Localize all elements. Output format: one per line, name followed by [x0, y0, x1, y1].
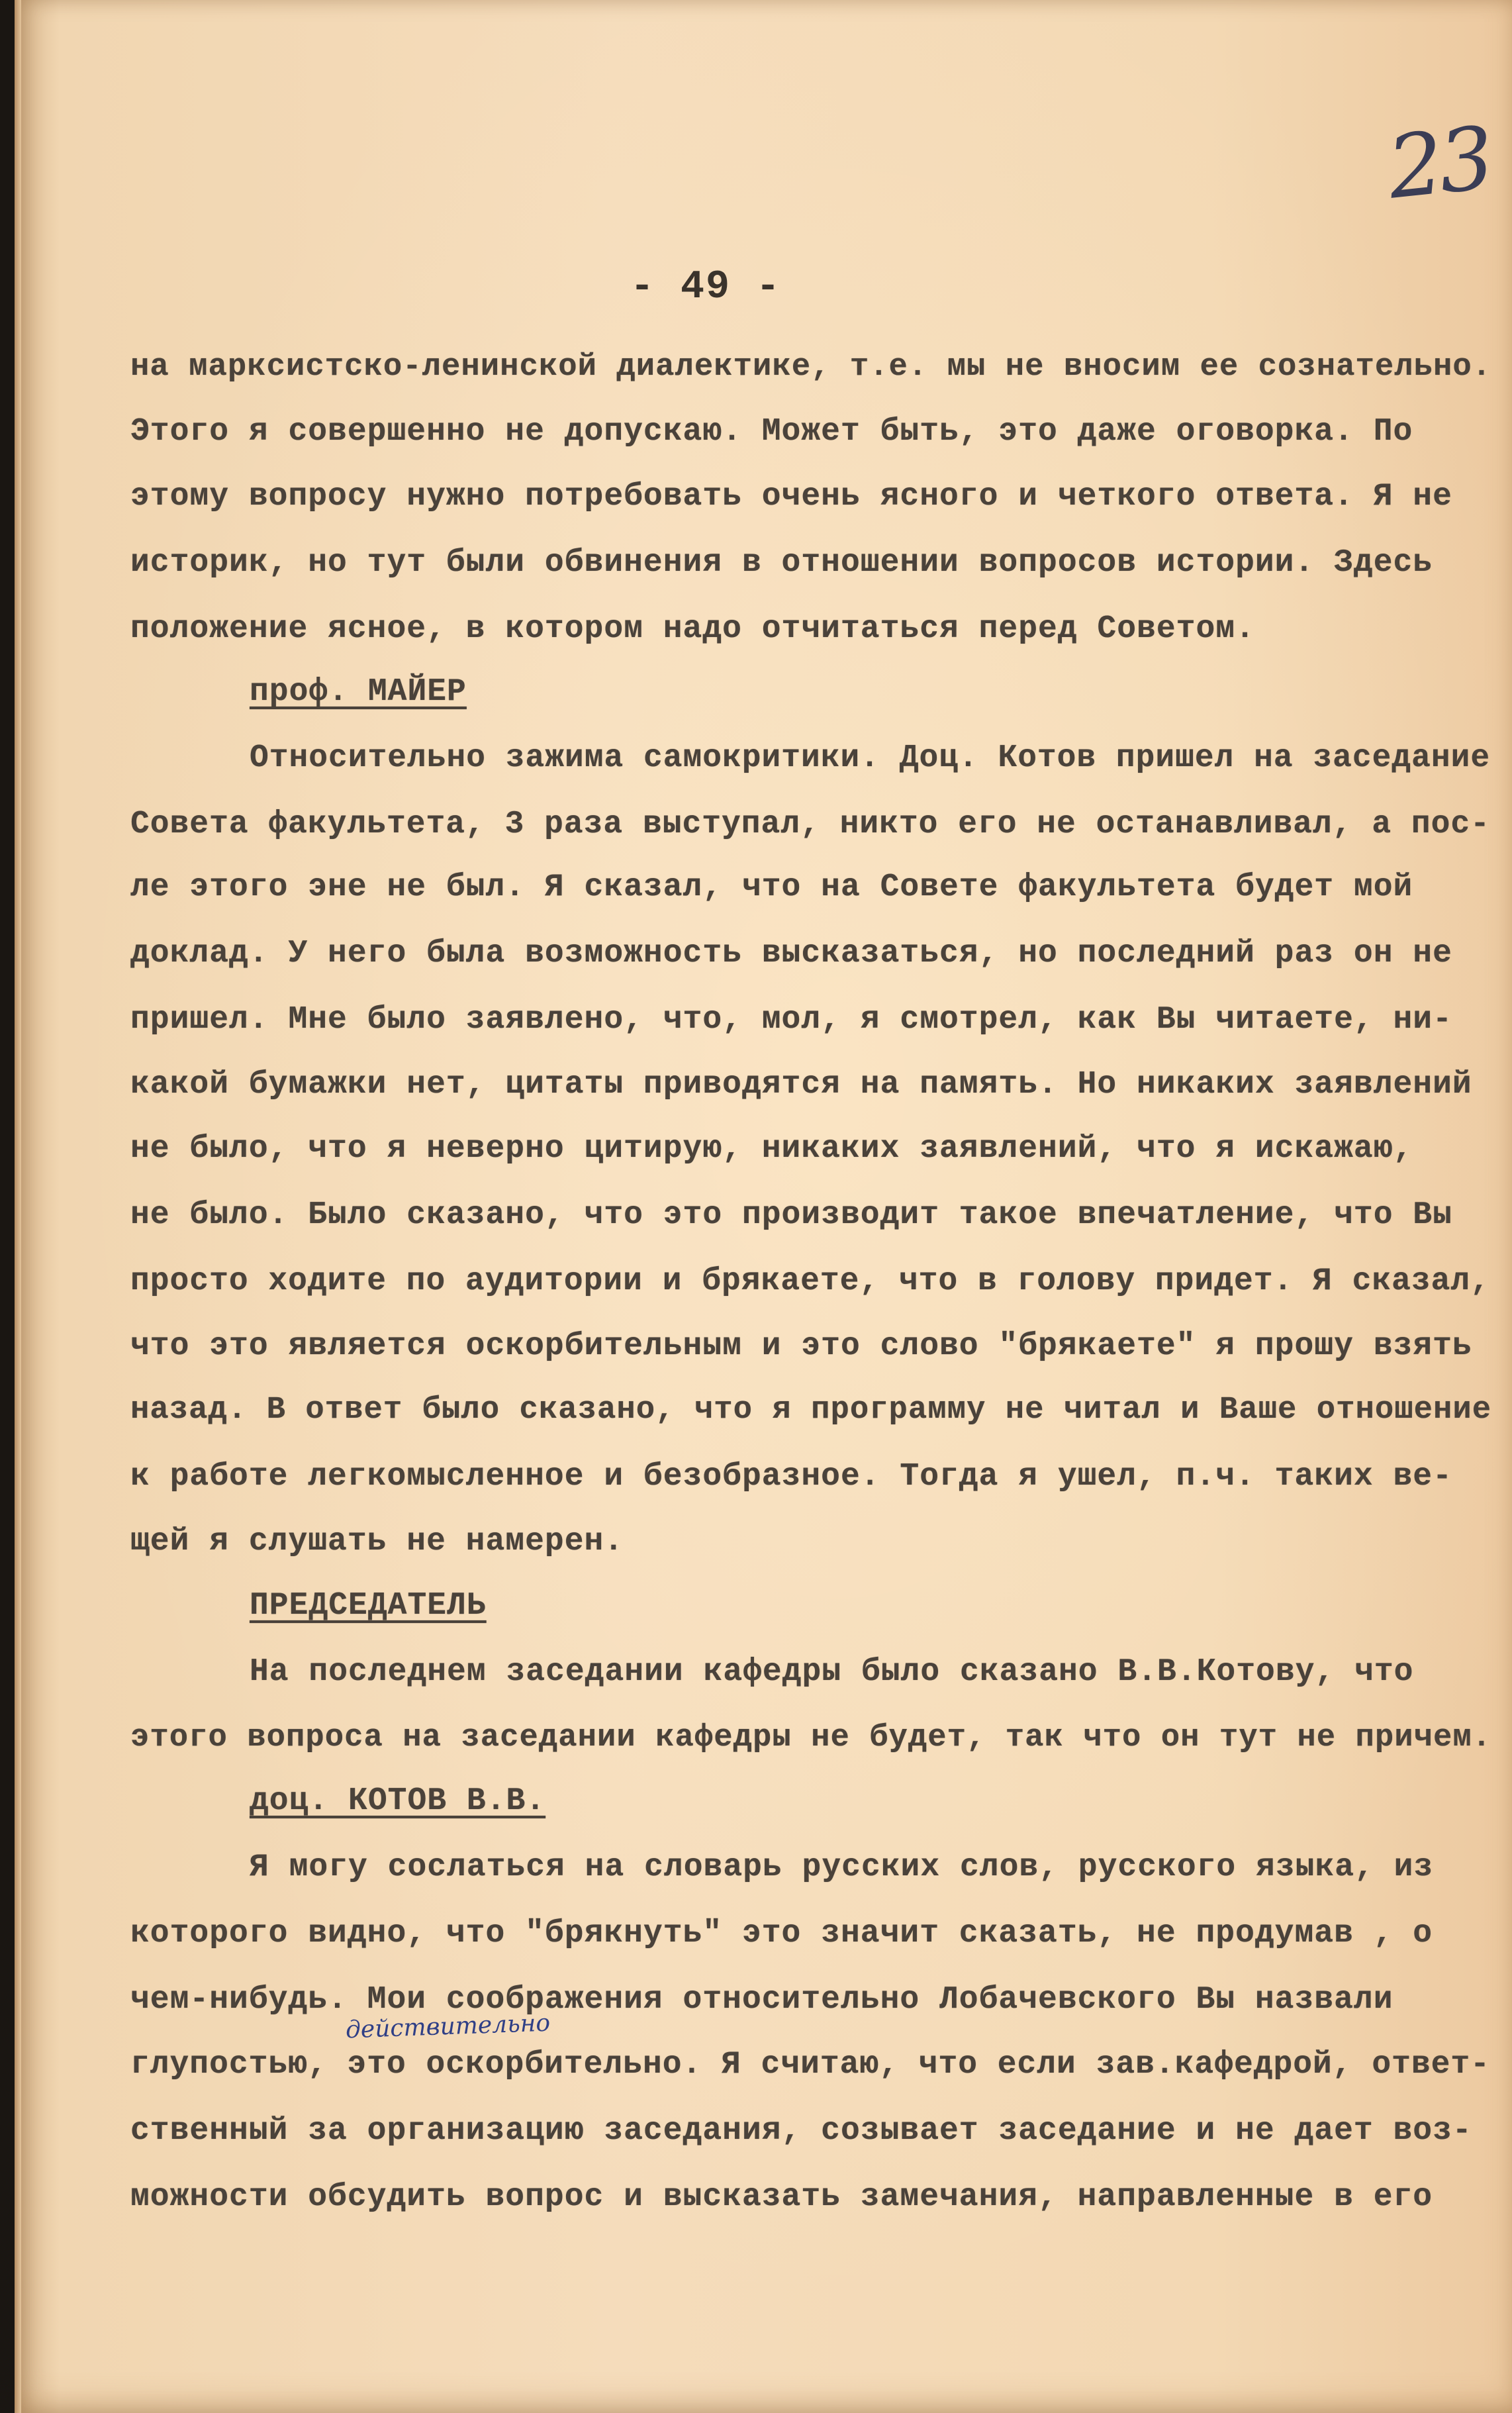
- text-line: пришел. Мне было заявлено, что, мол, я смотрел, как Вы читаете, ни-: [130, 1002, 1452, 1038]
- text-line: ственный за организацию заседания, созывает заседание и не дает воз-: [130, 2113, 1472, 2149]
- text-line: к работе легкомысленное и безобразное. Тогда я ушел, п.ч. таких ве-: [130, 1459, 1452, 1495]
- text-line: ле этого эне не был. Я сказал, что на Совете факультета будет мой: [130, 869, 1413, 905]
- text-line: которого видно, что "брякнуть" это значит сказать, не продумав , о: [130, 1916, 1433, 1951]
- text-line: этому вопросу нужно потребовать очень ясного и четкого ответа. Я не: [130, 479, 1452, 515]
- text-line: Этого я совершенно не допускаю. Может быть, это даже оговорка. По: [130, 414, 1413, 450]
- text-line: положение ясное, в котором надо отчитаться перед Советом.: [130, 611, 1255, 647]
- text-line: не было, что я неверно цитирую, никаких заявлений, что я искажаю,: [130, 1131, 1413, 1167]
- text-line: На последнем заседании кафедры было сказано В.В.Котову, что: [250, 1654, 1414, 1690]
- speaker-heading: проф. МАЙЕР: [250, 674, 467, 710]
- typed-text-body: [15, 0, 1512, 2413]
- text-line: этого вопроса на заседании кафедры не будет, так что он тут не причем.: [130, 1720, 1492, 1755]
- text-line: Я могу сослаться на словарь русских слов, русского языка, из: [250, 1849, 1434, 1885]
- text-line: какой бумажки нет, цитаты приводятся на память. Но никаких заявлений: [130, 1067, 1472, 1103]
- handwritten-insertion: действительно: [345, 2009, 551, 2044]
- text-line: Относительно зажима самокритики. Доц. Котов пришел на заседание: [250, 740, 1491, 776]
- text-line: просто ходите по аудитории и брякаете, что в голову придет. Я сказал,: [130, 1263, 1490, 1299]
- page-number: - 49 -: [630, 265, 782, 310]
- text-line: Совета факультета, 3 раза выступал, никто его не останавливал, а пос-: [130, 807, 1490, 842]
- text-line: доклад. У него была возможность высказаться, но последний раз он не: [130, 936, 1452, 971]
- text-line: что это является оскорбительным и это слово "брякаете" я прошу взять: [130, 1328, 1472, 1364]
- text-line: чем-нибудь. Мои соображения относительно Лобачевского Вы назвали: [130, 1982, 1394, 2018]
- document-page: [15, 0, 1512, 2413]
- folio-number: 23: [1383, 107, 1495, 219]
- text-line: историк, но тут были обвинения в отношении вопросов истории. Здесь: [130, 545, 1433, 581]
- speaker-heading: доц. КОТОВ В.В.: [250, 1783, 546, 1819]
- text-line: щей я слушать не намерен.: [130, 1524, 624, 1559]
- text-line: назад. В ответ было сказано, что я программу не читал и Ваше отношение: [130, 1393, 1492, 1428]
- text-line: глупостью, это оскорбительно. Я считаю, что если зав.кафедрой, ответ-: [130, 2047, 1490, 2083]
- text-line: можности обсудить вопрос и высказать замечания, направленные в его: [130, 2179, 1433, 2215]
- speaker-heading: ПРЕДСЕДАТЕЛЬ: [250, 1588, 487, 1624]
- text-line: на марксистско-ленинской диалектике, т.е. мы не вносим ее сознательно.: [130, 350, 1492, 385]
- text-line: не было. Было сказано, что это производит такое впечатление, что Вы: [130, 1197, 1452, 1233]
